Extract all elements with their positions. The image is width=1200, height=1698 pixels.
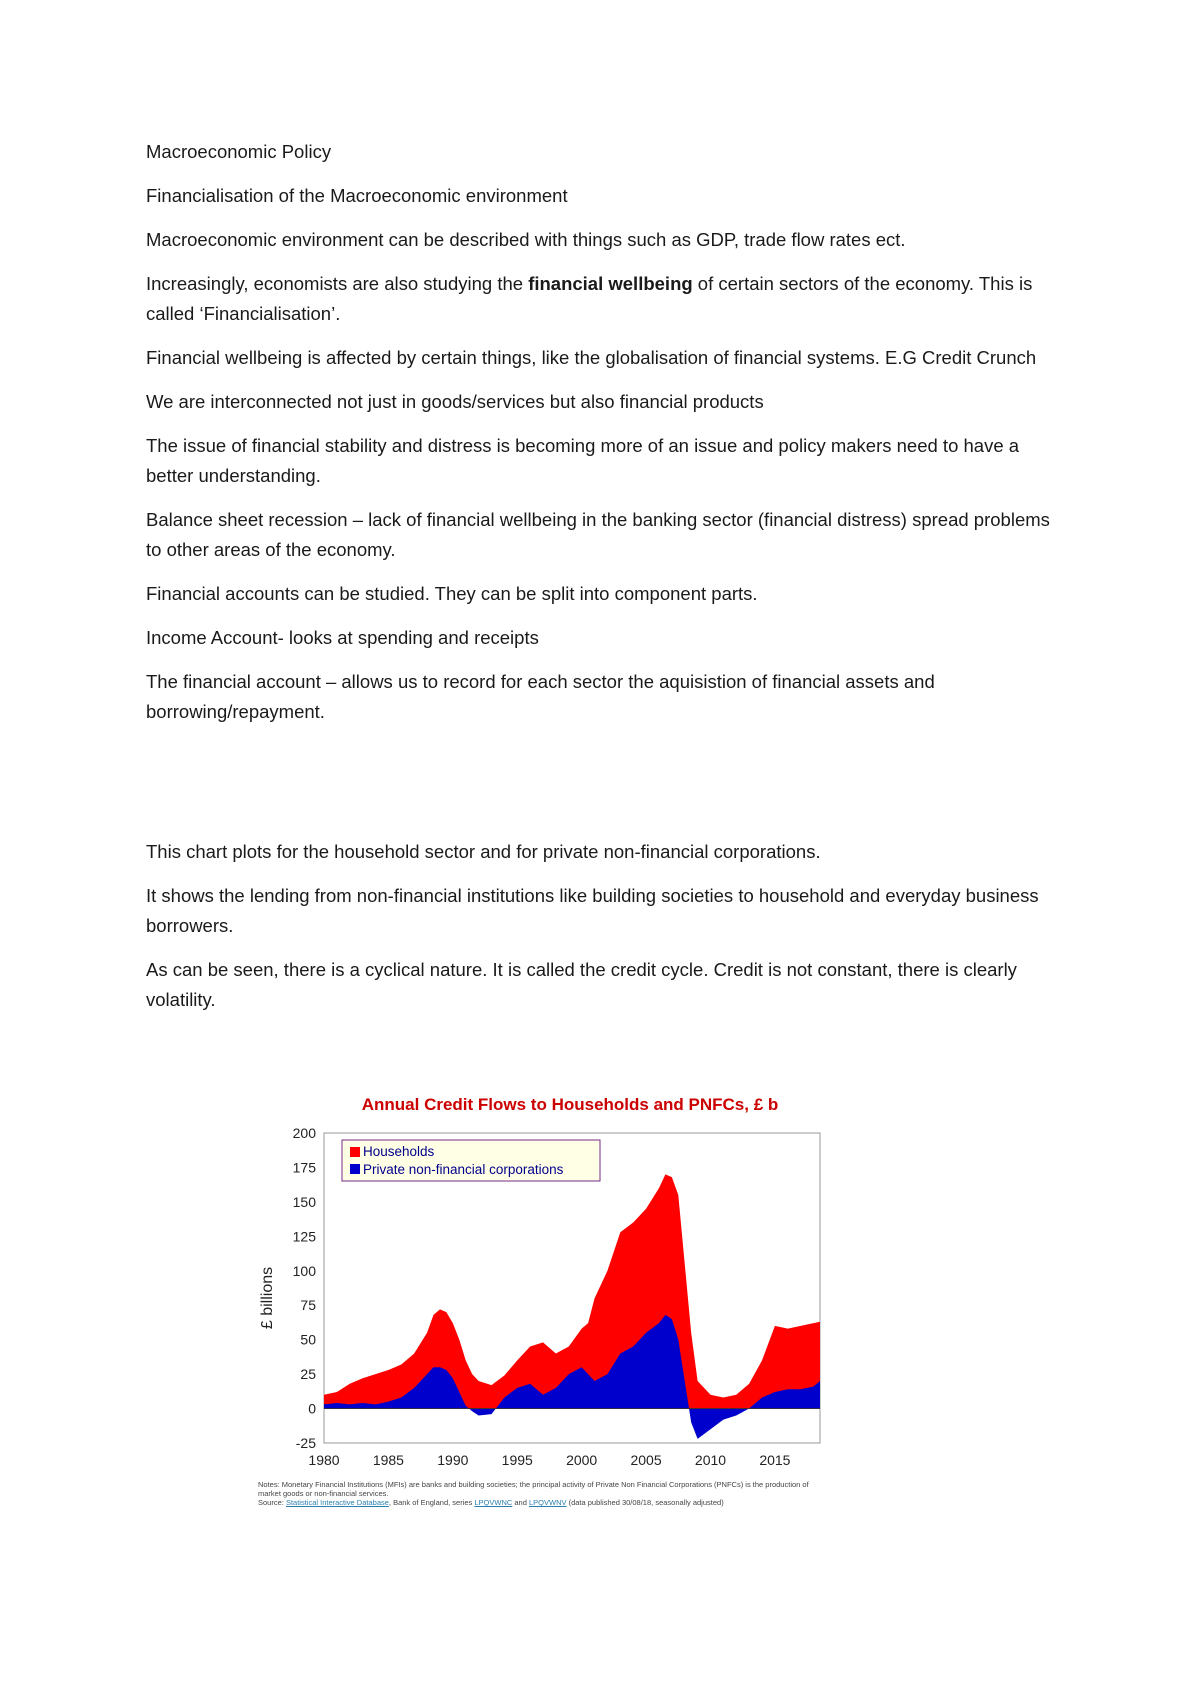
chart-legend (342, 1140, 600, 1181)
legend-swatch-pnfc (350, 1164, 360, 1174)
y-tick-label: 200 (292, 1125, 316, 1141)
source-prefix: Source: (258, 1498, 286, 1507)
x-axis (308, 1452, 790, 1468)
chart-title: Annual Credit Flows to Households and PNFCs, £ b (361, 1095, 779, 1114)
series-link-2[interactable]: LPQVWNV (528, 1498, 567, 1507)
source-database-link[interactable]: Statistical Interactive Database (285, 1498, 389, 1507)
x-tick-label: 1985 (372, 1452, 404, 1468)
y-tick-label: 75 (300, 1297, 316, 1314)
x-tick-label: 2000 (566, 1452, 598, 1468)
paragraph-2-pre: Increasingly, economists are also studying the (146, 273, 529, 294)
legend-swatch-households (350, 1147, 360, 1157)
chart-notes (258, 1480, 828, 1507)
credit-flows-chart (250, 1088, 830, 1528)
y-tick-label: -25 (295, 1435, 316, 1451)
chart-svg (250, 1088, 830, 1478)
source-and: and (512, 1498, 529, 1507)
legend-label-pnfc: Private non-financial corporations (363, 1162, 564, 1177)
paragraph-11: It shows the lending from non-financial institutions like building societies to household and everyday business borrowers. (146, 885, 1039, 936)
source-suffix: (data published 30/08/18, seasonally adjusted) (566, 1498, 724, 1507)
source-middle: , Bank of England, series (388, 1498, 475, 1507)
chart-description (146, 837, 1066, 1029)
y-tick-label: 0 (308, 1400, 316, 1417)
chart-source (258, 1498, 828, 1507)
paragraph-10: This chart plots for the household sector and for private non-financial corporations. (146, 841, 821, 862)
x-tick-label: 2005 (630, 1452, 662, 1468)
x-tick-label: 2010 (694, 1452, 727, 1468)
paragraph-2-post: of certain sectors of the economy. This is called ‘Financialisation’. (146, 273, 1033, 324)
x-tick-label: 1995 (501, 1452, 533, 1468)
document-body (146, 137, 1066, 741)
paragraph-2 (146, 269, 1066, 329)
y-axis (293, 1125, 317, 1451)
paragraph-3: Financial wellbeing is affected by certain things, like the globalisation of financial systems. E.G Credit Crunch (146, 347, 1037, 368)
section-heading: Financialisation of the Macroeconomic environment (146, 185, 568, 206)
series-link-1[interactable]: LPQVWNC (474, 1498, 513, 1507)
paragraph-5: The issue of financial stability and distress is becoming more of an issue and policy makers need to have a better understanding. (146, 435, 1020, 486)
y-tick-label: 100 (292, 1262, 316, 1279)
y-axis-label: £ billions (259, 1266, 276, 1330)
paragraph-6: Balance sheet recession – lack of financial wellbeing in the banking sector (financial distress) spread problems to other areas of the economy. (146, 509, 1050, 560)
y-tick-label: 50 (300, 1331, 316, 1348)
y-tick-label: 125 (292, 1228, 316, 1245)
paragraph-12: As can be seen, there is a cyclical nature. It is called the credit cycle. Credit is not constant, there is clearly volatility. (146, 959, 1017, 1010)
paragraph-1: Macroeconomic environment can be described with things such as GDP, trade flow rates ect. (146, 229, 906, 250)
x-tick-label: 1990 (437, 1452, 469, 1468)
paragraph-8: Income Account- looks at spending and receipts (146, 627, 539, 648)
paragraph-7: Financial accounts can be studied. They can be split into component parts. (146, 583, 758, 604)
y-tick-label: 175 (292, 1159, 316, 1176)
y-tick-label: 25 (300, 1366, 316, 1383)
x-tick-label: 2015 (759, 1452, 791, 1468)
chart-notes-text: Notes: Monetary Financial Institutions (MFIs) are banks and building societies; the principal activity of Private Non Financial Corporations (PNFCs) is the production of market goods or non-financial services. (258, 1480, 809, 1498)
x-tick-label: 1980 (308, 1452, 340, 1468)
document-title: Macroeconomic Policy (146, 141, 332, 162)
paragraph-9: The financial account – allows us to record for each sector the aquisistion of financial assets and borrowing/repayment. (146, 671, 935, 722)
paragraph-2-bold: financial wellbeing (528, 273, 693, 294)
y-tick-label: 150 (292, 1193, 316, 1210)
legend-label-households: Households (363, 1144, 435, 1159)
paragraph-4: We are interconnected not just in goods/services but also financial products (146, 391, 764, 412)
